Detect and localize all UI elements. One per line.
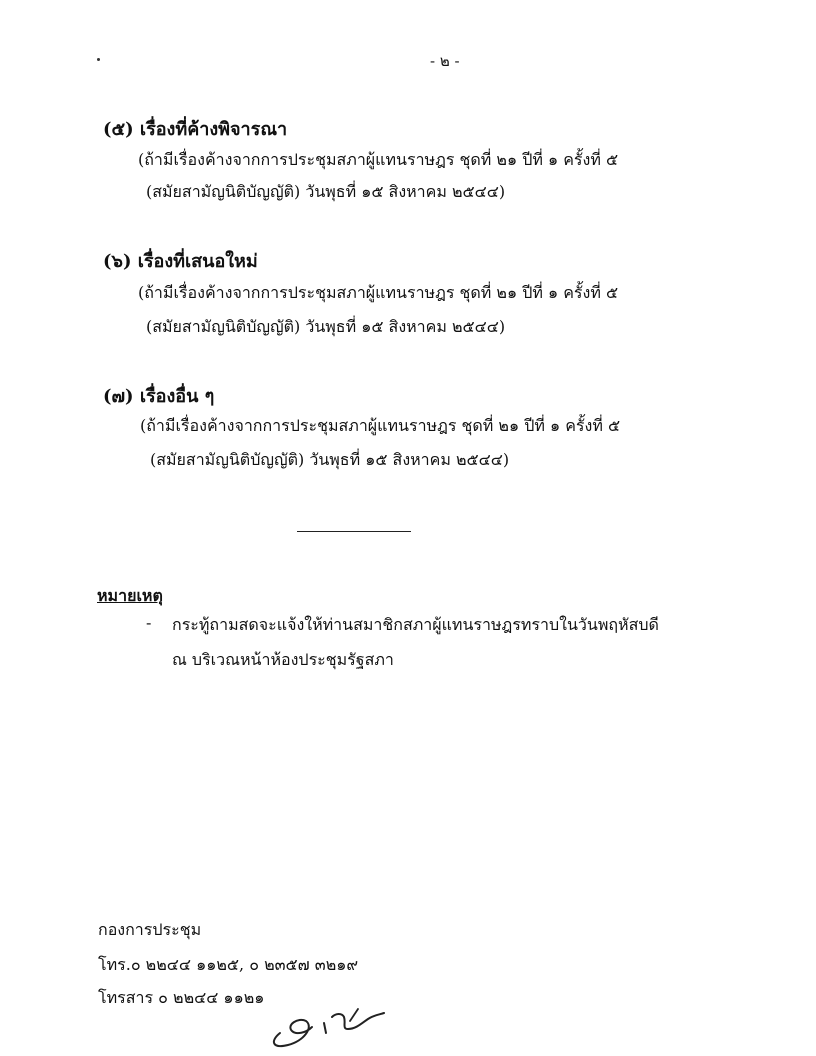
section-5-line-2: (สมัยสามัญนิติบัญญัติ) วันพุธที่ ๑๕ สิงหาคม ๒๕๔๔) xyxy=(146,182,506,201)
note-line-1: กระทู้ถามสดจะแจ้งให้ท่านสมาชิกสภาผู้แทนราษฎรทราบในวันพฤหัสบดี xyxy=(172,615,659,634)
footer-phone: โทร.๐ ๒๒๔๔ ๑๑๒๕, ๐ ๒๓๕๗ ๓๒๑๙ xyxy=(98,955,359,974)
section-7-heading: (๗) เรื่องอื่น ๆ xyxy=(103,386,215,407)
note-title: หมายเหตุ xyxy=(97,586,163,605)
scan-speck xyxy=(97,58,100,61)
footer-fax: โทรสาร ๐ ๒๒๔๔ ๑๑๒๑ xyxy=(98,988,265,1007)
section-6-line-1: (ถ้ามีเรื่องค้างจากการประชุมสภาผู้แทนราษฎร ชุดที่ ๒๑ ปีที่ ๑ ครั้งที่ ๕ xyxy=(138,283,619,302)
signature-mark xyxy=(266,1003,396,1051)
separator-line xyxy=(297,531,411,532)
page-number: - ๒ - xyxy=(430,52,460,70)
section-5-heading: (๕) เรื่องที่ค้างพิจารณา xyxy=(103,119,288,140)
section-6-line-2: (สมัยสามัญนิติบัญญัติ) วันพุธที่ ๑๕ สิงหาคม ๒๕๔๔) xyxy=(146,317,506,336)
section-7-line-2: (สมัยสามัญนิติบัญญัติ) วันพุธที่ ๑๕ สิงหาคม ๒๕๔๔) xyxy=(150,450,510,469)
footer-division: กองการประชุม xyxy=(98,920,202,939)
section-5-line-1: (ถ้ามีเรื่องค้างจากการประชุมสภาผู้แทนราษฎร ชุดที่ ๒๑ ปีที่ ๑ ครั้งที่ ๕ xyxy=(138,150,619,169)
note-bullet: - xyxy=(146,613,152,632)
section-7-line-1: (ถ้ามีเรื่องค้างจากการประชุมสภาผู้แทนราษฎร ชุดที่ ๒๑ ปีที่ ๑ ครั้งที่ ๕ xyxy=(140,416,621,435)
note-line-2: ณ บริเวณหน้าห้องประชุมรัฐสภา xyxy=(172,650,394,669)
section-6-heading: (๖) เรื่องที่เสนอใหม่ xyxy=(103,251,258,272)
